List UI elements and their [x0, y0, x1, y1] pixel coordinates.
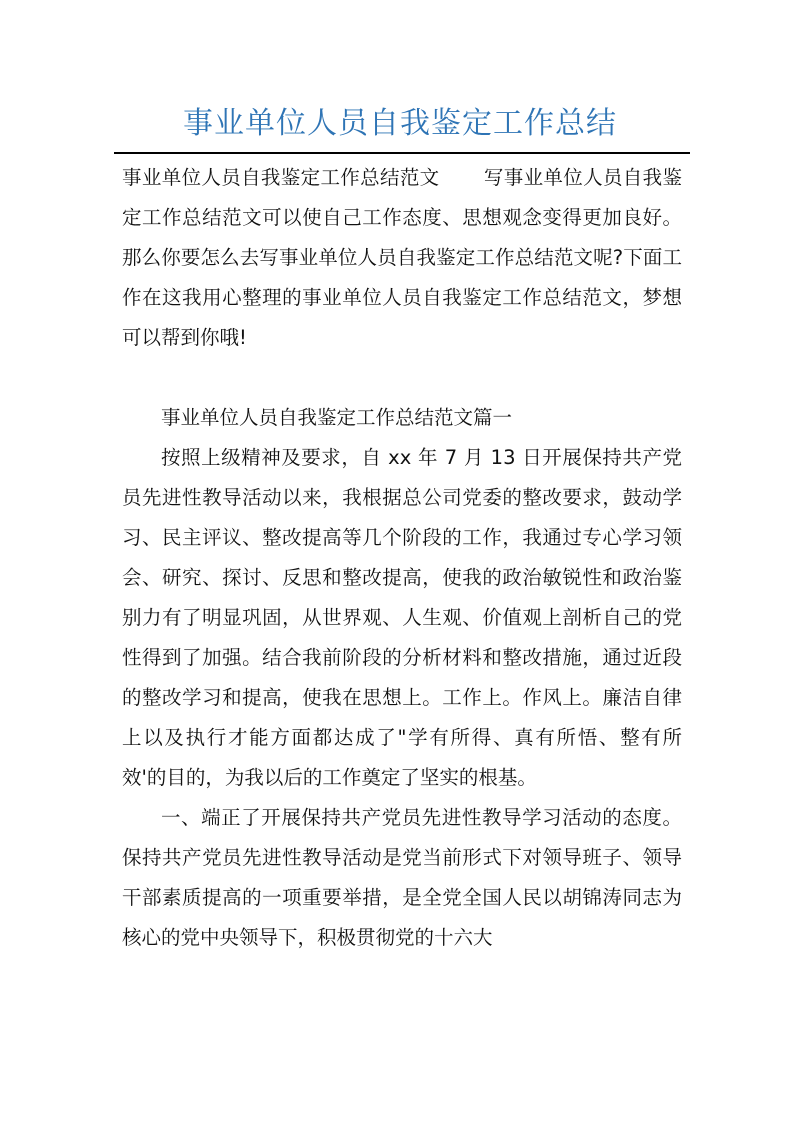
intro-text: 写事业单位人员自我鉴定工作总结范文可以使自己工作态度、思想观念变得更加良好。那么你要怎么去写事业单位人员自我鉴定工作总结范文呢?下面工作在这我用心整理的事业单位人员自我鉴定工作总结范文，梦想可以帮到你哦! [122, 166, 682, 349]
intro-lead: 事业单位人员自我鉴定工作总结范文 [122, 166, 440, 189]
body-paragraph-1: 按照上级精神及要求，自 xx 年 7 月 13 日开展保持共产党员先进性教导活动以来，我根据总公司党委的整改要求，鼓动学习、民主评议、整改提高等几个阶段的工作，我通过专心学习领会、研究、探讨、反思和整改提高，使我的政治敏锐性和政治鉴别力有了明显巩固，从世界观、人生观、价值观上剖析自己的党性得到了加强。结合我前阶段的分析材料和整改措施，通过近段的整改学习和提高，使我在思想上。工作上。作风上。廉洁自律上以及执行才能方面都达成了"学有所得、真有所悟、整有所效'的目的，为我以后的工作奠定了坚实的根基。 [122, 446, 682, 789]
title-divider [114, 152, 690, 154]
body-paragraph-2: 一、端正了开展保持共产党员先进性教导学习活动的态度。 保持共产党员先进性教导活动是党当前形式下对领导班子、领导干部素质提高的一项重要举措，是全党全国人民以胡锦涛同志为核心的党中央领导下，积极贯彻党的十六大 [122, 806, 682, 949]
document-body [122, 158, 682, 958]
document-title: 事业单位人员自我鉴定工作总结 [183, 106, 617, 141]
intro-paragraph [122, 158, 682, 358]
section-heading: 事业单位人员自我鉴定工作总结范文篇一 [161, 406, 513, 429]
